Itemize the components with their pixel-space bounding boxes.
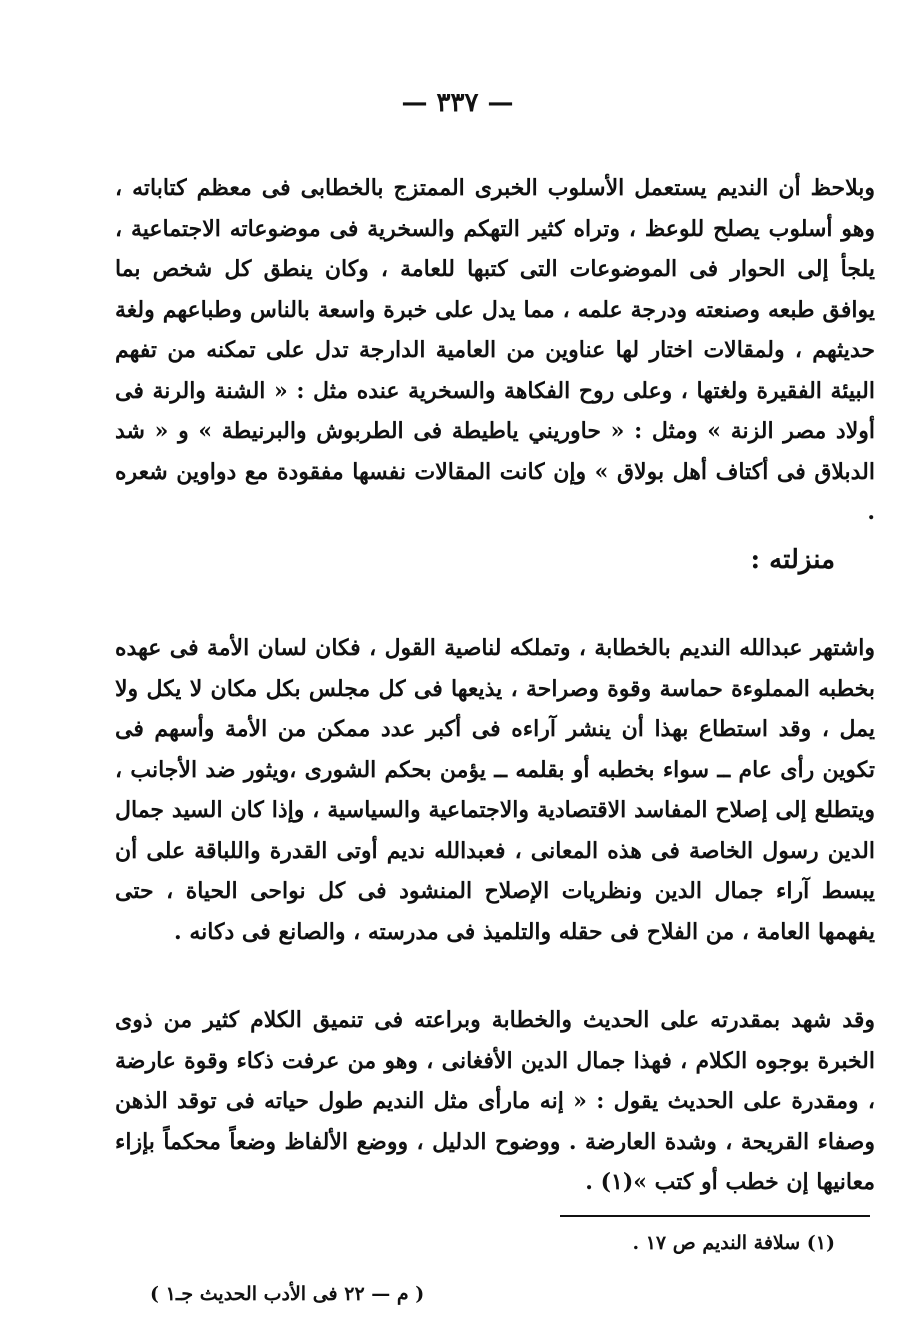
footnote: (١) سلافة النديم ص ١٧ . [632,1232,835,1254]
paragraph-style: وبلاحظ أن النديم يستعمل الأسلوب الخبرى الممتزج بالخطابى فى معظم كتاباته ، وهو أسلوب يصلح للوعظ ، وتراه كثير التهكم والسخرية فى موضوعاته الاجتماعية ، يلجأ إلى الحوار فى الموضوعات التى كتبها للعامة ، وكان ينطق كل شخص بما يوافق طبعه وصنعته ودرجة علمه ، مما يدل على خبرة واسعة بالناس وطباعهم ولغة حديثهم ، ولمقالات اختار لها عناوين من العامية الدارجة تدل على تمكنه من تفهم البيئة الفقيرة ولغتها ، وعلى روح الفكاهة والسخرية عنده مثل : « الشنة والرنة فى أولاد مصر الزنة » ومثل : « حاوريني ياطيطة فى الطربوش والبرنيطة » و « شد الدبلاق فى أكتاف أهل بولاق » وإن كانت المقالات نفسها مفقودة مع دواوين شعره . [115,175,875,525]
section-heading: منزلته : [750,545,835,575]
paragraph-testimony: وقد شهد بمقدرته على الحديث والخطابة وبراعته فى تنميق الكلام كثير من ذوى الخبرة بوجوه الكلام ، فهذا جمال الدين الأفغانى ، وهو من عرفت ذكاء وقوة عارضة ، ومقدرة على الحديث يقول : « إنه مارأى مثل النديم طول حياته فى توقد الذهن وصفاء القريحة ، وشدة العارضة . ووضوح الدليل ، ووضع الألفاظ وضعاً محكماً بإزاء معانيها إن خطب أو كتب »(١) . [115,1007,875,1195]
paragraph-oratory: واشتهر عبدالله النديم بالخطابة ، وتملكه لناصية القول ، فكان لسان الأمة فى عهده بخطبه المملوءة حماسة وقوة وصراحة ، يذيعها فى كل مجلس بكل مكان لا يكل ولا يمل ، وقد استطاع بهذا أن ينشر آراءه فى أكبر عدد ممكن من الأمة وأسهم فى تكوين رأى عام ــ سواء بخطبه أو بقلمه ــ يؤمن بحكم الشورى ،ويثور ضد الأجانب ، ويتطلع إلى إصلاح المفاسد الاقتصادية والاجتماعية والسياسية ، وإذا كان السيد جمال الدين رسول الخاصة فى هذه المعانى ، فعبدالله نديم أوتى القدرة واللباقة على أن يبسط آراء جمال الدين ونظريات الإصلاح المنشود فى كل نواحى الحياة ، حتى يفهمها العامة ، من الفلاح فى حقله والتلميذ فى مدرسته ، والصانع فى دكانه . [115,635,875,945]
page-number: — ٣٣٧ — [401,88,514,118]
printer-signature: ( م — ٢٢ فى الأدب الحديث جـ١ ) [150,1283,425,1305]
footnote-divider [560,1215,870,1217]
